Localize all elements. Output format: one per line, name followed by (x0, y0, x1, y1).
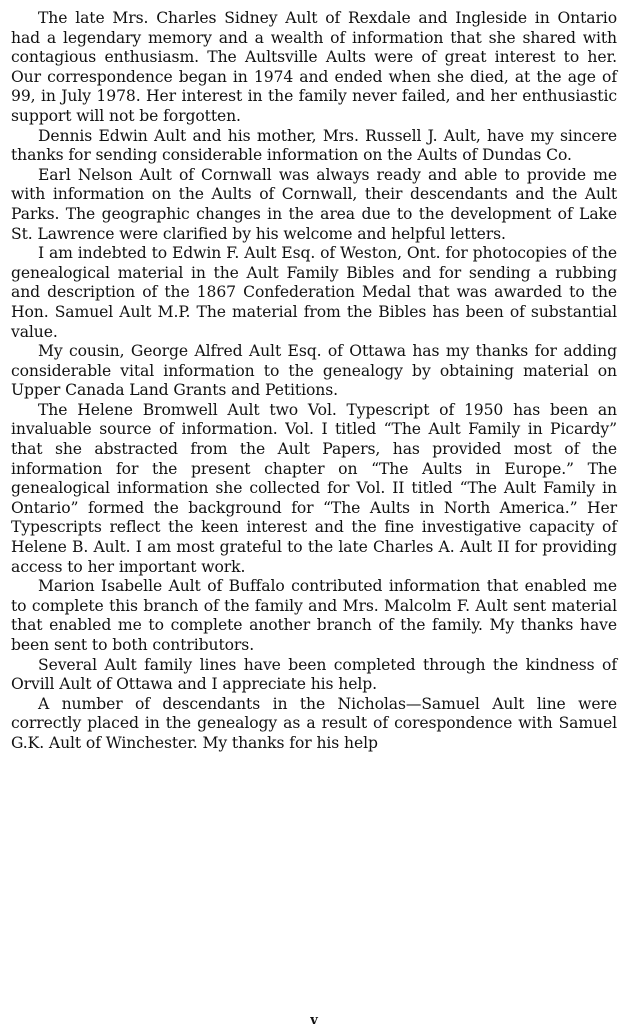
paragraph-george-alfred-ault: My cousin, George Alfred Ault Esq. of Ottawa has my thanks for adding considerable vital information to the genealogy by obtaining material on Upper Canada Land Grants and Petitions. (11, 342, 617, 400)
paragraph-samuel-gk-ault: A number of descendants in the Nicholas—Samuel Ault line were correctly placed in the genealogy as a result of corespondence with Samuel G.K. Ault of Winchester. My thanks for his help (11, 694, 617, 752)
paragraph-marion-isabelle-ault: Marion Isabelle Ault of Buffalo contributed information that enabled me to complete this branch of the family and Mrs. Malcolm F. Ault sent material that enabled me to complete another branch of the family. My thanks have been sent to both contributors. (11, 577, 617, 654)
paragraph-edwin-f-ault: I am indebted to Edwin F. Ault Esq. of Weston, Ont. for photocopies of the genealogical material in the Ault Family Bibles and for sending a rubbing and description of the 1867 Confederation Medal that was awarded to the Hon. Samuel Ault M.P. The material from the Bibles has been of substantial value. (11, 244, 617, 341)
document-page (11, 9, 617, 1029)
paragraph-dennis-edwin-ault: Dennis Edwin Ault and his mother, Mrs. Russell J. Ault, have my sincere thanks for sending considerable information on the Aults of Dundas Co. (11, 126, 617, 165)
paragraph-orvill-ault: Several Ault family lines have been completed through the kindness of Orvill Ault of Ottawa and I appreciate his help. (11, 655, 617, 694)
paragraph-mrs-charles-ault: The late Mrs. Charles Sidney Ault of Rexdale and Ingleside in Ontario had a legendary memory and a wealth of information that she shared with contagious enthusiasm. The Aultsville Aults were of great interest to her. Our correspondence began in 1974 and ended when she died, at the age of 99, in July 1978. Her interest in the family never failed, and her enthusiastic support will not be forgotten. (11, 9, 617, 125)
paragraph-earl-nelson-ault: Earl Nelson Ault of Cornwall was always ready and able to provide me with information on the Aults of Cornwall, their descendants and the Ault Parks. The geographic changes in the area due to the development of Lake St. Lawrence were clarified by his welcome and helpful letters. (11, 165, 617, 243)
paragraph-helene-bromwell-ault: The Helene Bromwell Ault two Vol. Typescript of 1950 has been an invaluable source of information. Vol. I titled “The Ault Family in Picardy” that she abstracted from the Ault Papers, has provided most of the information for the present chapter on “The Aults in Europe.” The genealogical information she collected for Vol. II titled “The Ault Family in Ontario” formed the background for “The Aults in North America.” Her Typescripts reflect the keen interest and the fine investigative capacity of Helene B. Ault. I am most grateful to the late Charles A. Ault II for providing access to her important work. (11, 400, 617, 576)
page-number: v (310, 1013, 318, 1028)
